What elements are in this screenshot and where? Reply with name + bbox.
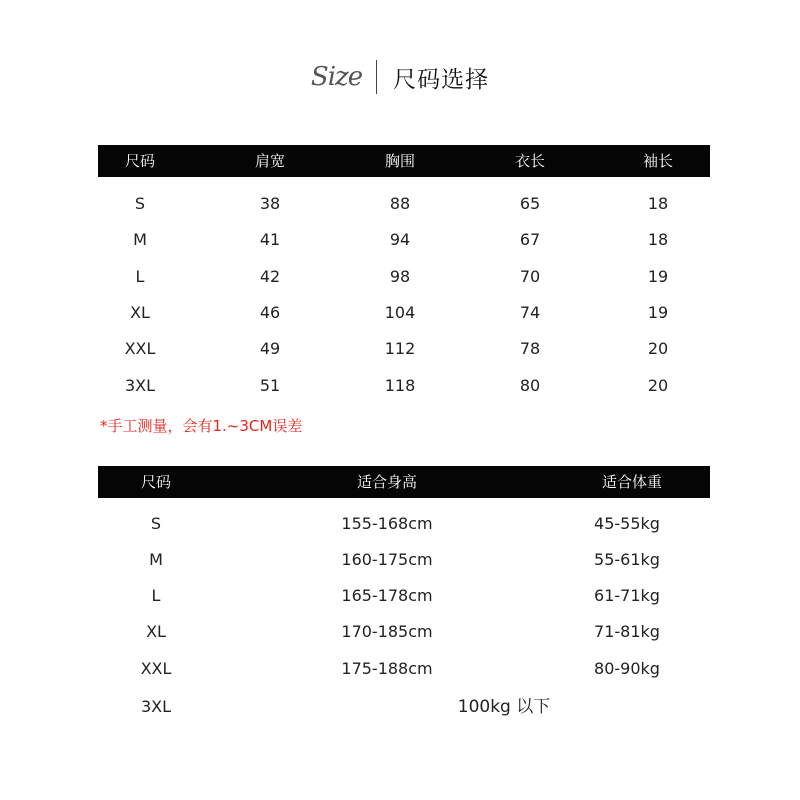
cell-length: 65 (519, 194, 541, 213)
cell-height: 170-185cm (341, 622, 433, 641)
cell-length: 67 (519, 230, 541, 249)
cell-height: 175-188cm (341, 659, 433, 678)
header-sleeve: 袖长 (642, 152, 674, 170)
header-shoulder: 肩宽 (254, 152, 286, 170)
header-size: 尺码 (140, 473, 172, 491)
cell-size: XL (146, 622, 166, 641)
table-row (98, 368, 710, 404)
page-title (0, 52, 800, 102)
cell-length: 78 (519, 339, 541, 358)
cell-length: 70 (519, 267, 541, 286)
cell-sleeve: 19 (647, 303, 669, 322)
cell-size: M (133, 230, 147, 249)
cell-size: XXL (140, 659, 172, 678)
cell-size: 3XL (124, 376, 156, 395)
cell-shoulder: 42 (259, 267, 281, 286)
cell-height: 165-178cm (341, 586, 433, 605)
cell-sleeve: 18 (647, 194, 669, 213)
header-length: 衣长 (514, 152, 546, 170)
cell-chest: 118 (384, 376, 416, 395)
cell-sleeve: 20 (647, 339, 669, 358)
table-row (98, 506, 710, 542)
table-row (98, 689, 710, 725)
cell-length: 80 (519, 376, 541, 395)
header-height: 适合身高 (356, 473, 418, 491)
cell-chest: 104 (384, 303, 416, 322)
cell-length: 74 (519, 303, 541, 322)
cell-chest: 88 (389, 194, 411, 213)
cell-sleeve: 20 (647, 376, 669, 395)
table-row (98, 578, 710, 614)
cell-shoulder: 41 (259, 230, 281, 249)
cell-height: 160-175cm (341, 550, 433, 569)
cell-size: XL (130, 303, 150, 322)
header-size: 尺码 (124, 152, 156, 170)
measurement-note: *手工测量，会有1.~3CM误差 (100, 417, 303, 435)
title-chinese: 尺码选择 (393, 66, 490, 93)
cell-size: XXL (124, 339, 156, 358)
table-row (98, 222, 710, 258)
fit-table-header (98, 466, 710, 498)
cell-size: M (149, 550, 163, 569)
cell-weight: 45-55kg (594, 514, 660, 533)
cell-sleeve: 19 (647, 267, 669, 286)
header-chest: 胸围 (384, 152, 416, 170)
table-row (98, 331, 710, 367)
cell-size: L (151, 586, 161, 605)
cell-chest: 112 (384, 339, 416, 358)
table-row (98, 259, 710, 295)
cell-size: L (135, 267, 145, 286)
cell-chest: 98 (389, 267, 411, 286)
measurement-table-header (98, 145, 710, 177)
table-row (98, 542, 710, 578)
cell-weight: 80-90kg (594, 659, 660, 678)
cell-weight: 71-81kg (594, 622, 660, 641)
table-row (98, 651, 710, 687)
cell-shoulder: 38 (259, 194, 281, 213)
table-row (98, 295, 710, 331)
cell-chest: 94 (389, 230, 411, 249)
cell-shoulder: 51 (259, 376, 281, 395)
cell-sleeve: 18 (647, 230, 669, 249)
cell-height: 155-168cm (341, 514, 433, 533)
cell-shoulder: 46 (259, 303, 281, 322)
cell-weight: 55-61kg (594, 550, 660, 569)
cell-weight: 61-71kg (594, 586, 660, 605)
header-weight: 适合体重 (601, 473, 663, 491)
title-script: Size (310, 62, 363, 92)
cell-shoulder: 49 (259, 339, 281, 358)
cell-size: 3XL (140, 697, 172, 716)
cell-size: S (134, 194, 146, 213)
cell-size: S (150, 514, 162, 533)
cell-weight-combined: 100kg 以下 (457, 697, 551, 717)
table-row (98, 614, 710, 650)
table-row (98, 186, 710, 222)
title-divider (376, 60, 377, 94)
